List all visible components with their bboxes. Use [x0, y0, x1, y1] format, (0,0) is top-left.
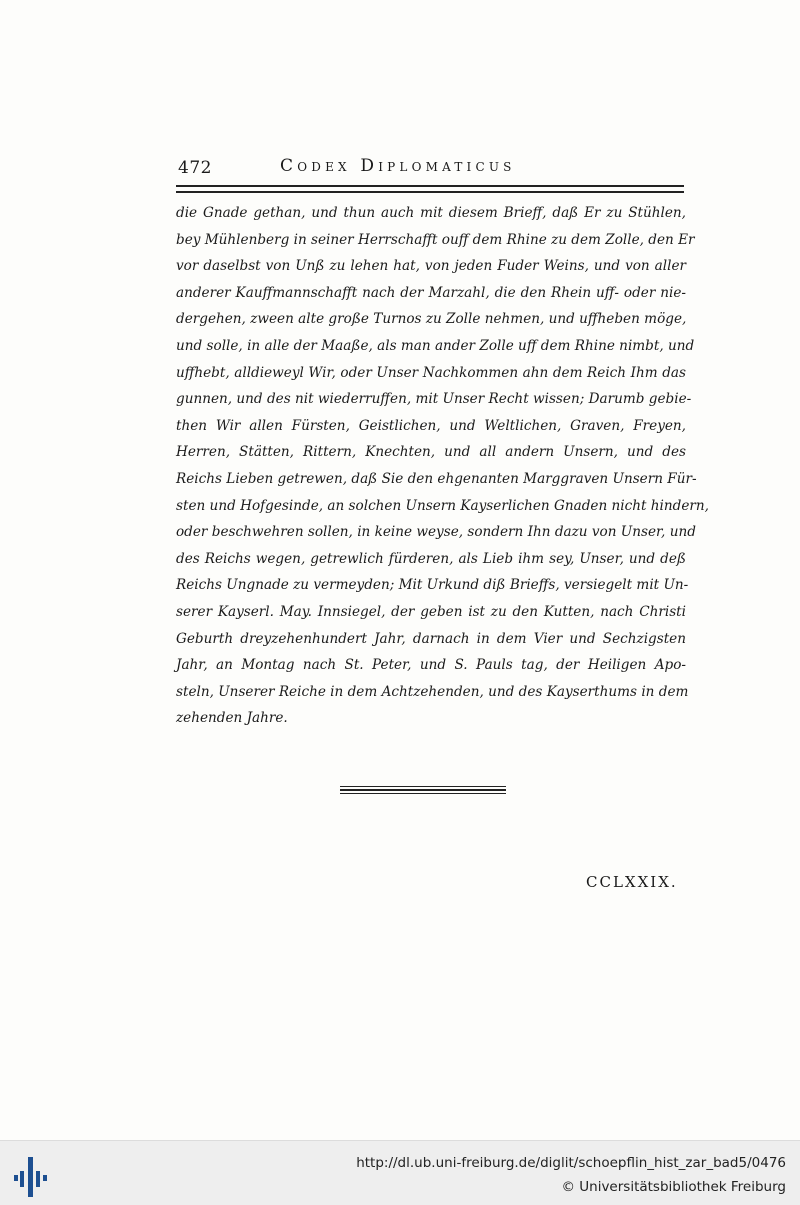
header-rule [176, 185, 684, 192]
body-line: Jahr, an Montag nach St. Peter, und S. Pauls tag, der Heiligen Apo- [176, 657, 686, 674]
body-line: dergehen, zween alte große Turnos zu Zolle nehmen, und uffheben möge, [176, 311, 687, 328]
body-line: die Gnade gethan, und thun auch mit diesem Brieff, daß Er zu Stühlen, [176, 205, 686, 221]
body-line: serer Kayserl. May. Innsiegel, der geben ist zu den Kutten, nach Christi [176, 603, 686, 620]
body-line: oder beschwehren sollen, in keine weyse, sondern Ihn dazu von Unser, und [176, 524, 696, 541]
body-line: gunnen, und des nit wiederruffen, mit Unser Recht wissen; Darumb gebie- [176, 391, 692, 408]
body-line: anderer Kauffmannschafft nach der Marzahl, die den Rhein uff- oder nie- [176, 284, 686, 301]
body-line: des Reichs wegen, getrewlich fürderen, als Lieb ihm sey, Unser, und deß [176, 550, 686, 567]
running-title: Codex Diplomaticus [280, 156, 516, 176]
body-line-last: zehenden Jahre. [176, 710, 288, 727]
body-line: bey Mühlenberg in seiner Herrschafft ouff dem Rhine zu dem Zolle, den Er [176, 231, 695, 248]
permalink-url[interactable]: http://dl.ub.uni-freiburg.de/diglit/schoepflin_hist_zar_bad5/0476 [356, 1155, 786, 1171]
body-line: Reichs Ungnade zu vermeyden; Mit Urkund diß Brieffs, versiegelt mit Un- [176, 577, 689, 594]
body-line: Reichs Lieben getrewen, daß Sie den ehgenanten Marggraven Unsern Für- [176, 470, 697, 487]
body-line: steln, Unserer Reiche in dem Achtzehenden, und des Kayserthums in dem [176, 683, 689, 700]
body-line: und solle, in alle der Maaße, als man ander Zolle uff dem Rhine nimbt, und [176, 337, 695, 354]
ub-freiburg-logo-icon[interactable] [14, 1157, 50, 1197]
header-rule-thin [176, 192, 684, 193]
body-line: then Wir allen Fürsten, Geistlichen, und Weltlichen, Graven, Freyen, [176, 417, 686, 434]
body-line: vor daselbst von Unß zu lehen hat, von jeden Fuder Weins, und von aller [176, 258, 686, 275]
section-separator [340, 786, 506, 794]
page-number: 472 [178, 158, 212, 178]
body-line: uffhebt, alldieweyl Wir, oder Unser Nachkommen ahn dem Reich Ihm das [176, 364, 686, 381]
next-document-number: CCLXXIX. [586, 873, 678, 891]
body-line: sten und Hofgesinde, an solchen Unsern Kayserlichen Gnaden nicht hindern, [176, 497, 709, 514]
page-header [176, 152, 688, 182]
document-body [176, 200, 709, 732]
viewer-footer [0, 1140, 800, 1205]
copyright-notice: © Universitätsbibliothek Freiburg [561, 1179, 786, 1195]
body-line: Herren, Stätten, Rittern, Knechten, und all andern Unsern, und des [176, 444, 686, 461]
body-line: Geburth dreyzehenhundert Jahr, darnach in dem Vier und Sechzigsten [176, 630, 686, 647]
